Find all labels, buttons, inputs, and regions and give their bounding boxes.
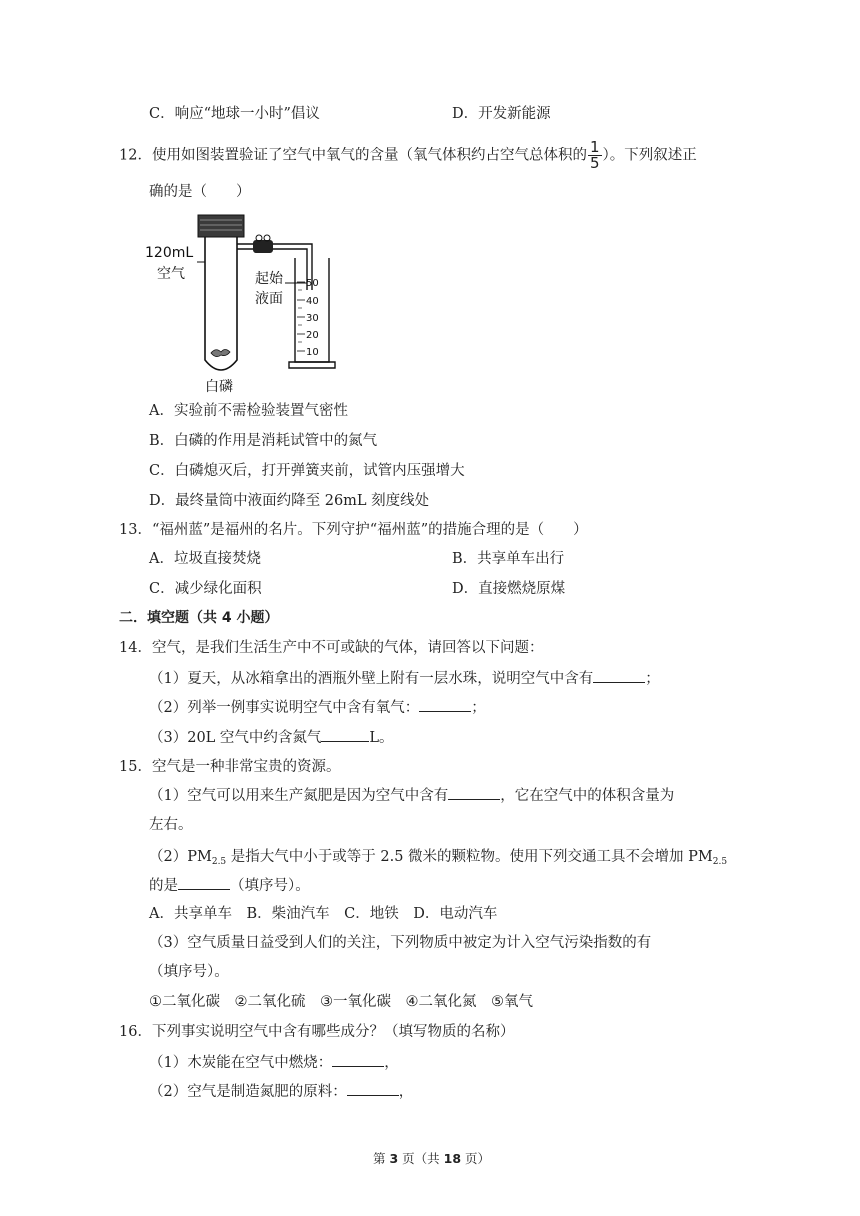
q13-option-a: A．垃圾直接焚烧 xyxy=(149,551,261,567)
q15-part-2-text-b: 是指大气中小于或等于 2.5 微米的颗粒物。使用下列交通工具不会增加 PM xyxy=(226,849,713,865)
q12-stem-continuation: 确的是（ ） xyxy=(149,184,251,200)
scale-label-50: 50 xyxy=(306,278,319,289)
q15-part-1-text: （1）空气可以用来生产氮肥是因为空气中含有 xyxy=(149,788,449,804)
answer-blank[interactable] xyxy=(593,668,645,683)
q14-part-1-text: （1）夏天，从冰箱拿出的酒瓶外壁上附有一层水珠，说明空气中含有 xyxy=(149,671,594,687)
scale-label-40: 40 xyxy=(306,296,319,307)
answer-blank[interactable] xyxy=(448,785,500,800)
q16-stem: 16．下列事实说明空气中含有哪些成分？（填写物质的名称） xyxy=(119,1024,515,1040)
q14-stem: 14．空气，是我们生活生产中不可或缺的气体，请回答以下问题： xyxy=(119,640,544,656)
q14-part-2-text: （2）列举一例事实说明空气中含有氧气： xyxy=(149,700,420,716)
q11-option-c: C．响应“地球一小时”倡议 xyxy=(149,106,320,122)
q12-option-a: A．实验前不需检验装置气密性 xyxy=(149,403,348,419)
q11-option-d: D．开发新能源 xyxy=(452,106,551,122)
q14-part-1-end: ； xyxy=(645,671,660,687)
label-120ml: 120mL xyxy=(145,245,194,261)
q15-part-2-text-c: 的是 xyxy=(149,878,178,894)
answer-blank[interactable] xyxy=(178,875,230,890)
page-number: 3 xyxy=(389,1151,399,1166)
label-air: 空气 xyxy=(157,266,185,282)
q12-stem-text-a: 12．使用如图装置验证了空气中氧气的含量（氧气体积约占空气总体积的 xyxy=(119,147,587,164)
answer-blank[interactable] xyxy=(332,1052,384,1067)
section-title: 二．填空题（共 4 小题） xyxy=(119,610,279,626)
footer-text: 第 xyxy=(373,1151,390,1166)
label-white-phosphorus: 白磷 xyxy=(205,379,233,395)
fraction-one-fifth xyxy=(588,140,602,171)
q15-stem: 15．空气是一种非常宝贵的资源。 xyxy=(119,759,341,775)
footer-text: 页（共 xyxy=(398,1151,444,1166)
q12-option-d: D．最终量筒中液面约降至 26mL 刻度线处 xyxy=(149,493,430,509)
q13-option-d: D．直接燃烧原煤 xyxy=(452,581,566,597)
q13-option-c: C．减少绿化面积 xyxy=(149,581,262,597)
q15-part-1-text-b: ，它在空气中的体积含量为 xyxy=(500,788,675,804)
q14-part-3 xyxy=(149,727,394,748)
scale-label-20: 20 xyxy=(306,330,319,341)
test-tube xyxy=(205,237,237,370)
q15-part-1-end: 左右。 xyxy=(149,817,193,833)
q13-option-b: B．共享单车出行 xyxy=(452,551,565,567)
answer-blank[interactable] xyxy=(321,727,369,742)
q12-stem xyxy=(119,140,697,171)
q16-part-2-end: ， xyxy=(398,1084,414,1100)
page-footer xyxy=(373,1149,490,1169)
q16-part-2-text: （2）空气是制造氮肥的原料： xyxy=(149,1084,347,1100)
fraction-numerator: 1 xyxy=(589,138,600,156)
q16-part-2 xyxy=(149,1081,413,1102)
q15-part-2-options: A．共享单车 B．柴油汽车 C．地铁 D．电动汽车 xyxy=(149,906,498,922)
q15-part-3-cont: （填序号）。 xyxy=(149,964,229,980)
q12-option-b: B．白磷的作用是消耗试管中的氮气 xyxy=(149,433,378,449)
label-start: 起始 xyxy=(255,271,283,287)
q15-part-2-text: （2）PM xyxy=(149,849,212,865)
q14-part-2 xyxy=(149,697,486,718)
q15-part-1 xyxy=(149,785,674,806)
fraction-denominator: 5 xyxy=(589,154,600,172)
answer-blank[interactable] xyxy=(347,1081,399,1096)
q14-part-1 xyxy=(149,668,660,689)
white-phosphorus xyxy=(211,350,230,357)
q14-part-3-end: L。 xyxy=(369,730,394,746)
q12-stem-text-b: ）。下列叙述正 xyxy=(602,147,697,164)
page-total: 18 xyxy=(443,1151,462,1166)
q12-option-c: C．白磷熄灭后，打开弹簧夹前，试管内压强增大 xyxy=(149,463,465,479)
q16-part-1-text: （1）木炭能在空气中燃烧： xyxy=(149,1055,333,1071)
q16-part-1-end: ， xyxy=(384,1055,399,1071)
scale-label-10: 10 xyxy=(306,347,319,358)
footer-text: 页） xyxy=(461,1151,491,1166)
apparatus-figure xyxy=(145,210,345,395)
subscript: 2.5 xyxy=(712,857,728,867)
label-liquid-surface: 液面 xyxy=(255,291,283,307)
answer-blank[interactable] xyxy=(419,697,471,712)
q13-stem: 13．“福州蓝”是福州的名片。下列守护“福州蓝”的措施合理的是（ ） xyxy=(119,522,588,538)
spring-clamp xyxy=(253,240,273,253)
q15-part-2-text-d: （填序号）。 xyxy=(230,878,310,894)
q14-part-3-text: （3）20L 空气中约含氮气 xyxy=(149,730,322,746)
q15-part-2 xyxy=(149,847,727,872)
subscript: 2.5 xyxy=(211,857,227,867)
q16-part-1 xyxy=(149,1052,399,1073)
q15-part-3: （3）空气质量日益受到人们的关注，下列物质中被定为计入空气污染指数的有 xyxy=(149,935,652,951)
q14-part-2-end: ； xyxy=(471,700,486,716)
scale-label-30: 30 xyxy=(306,313,319,324)
rubber-stopper xyxy=(198,215,244,237)
q15-part-2-cont xyxy=(149,875,310,896)
q15-part-3-options: ①二氧化碳 ②二氧化硫 ③一氧化碳 ④二氧化氮 ⑤氧气 xyxy=(149,994,533,1010)
